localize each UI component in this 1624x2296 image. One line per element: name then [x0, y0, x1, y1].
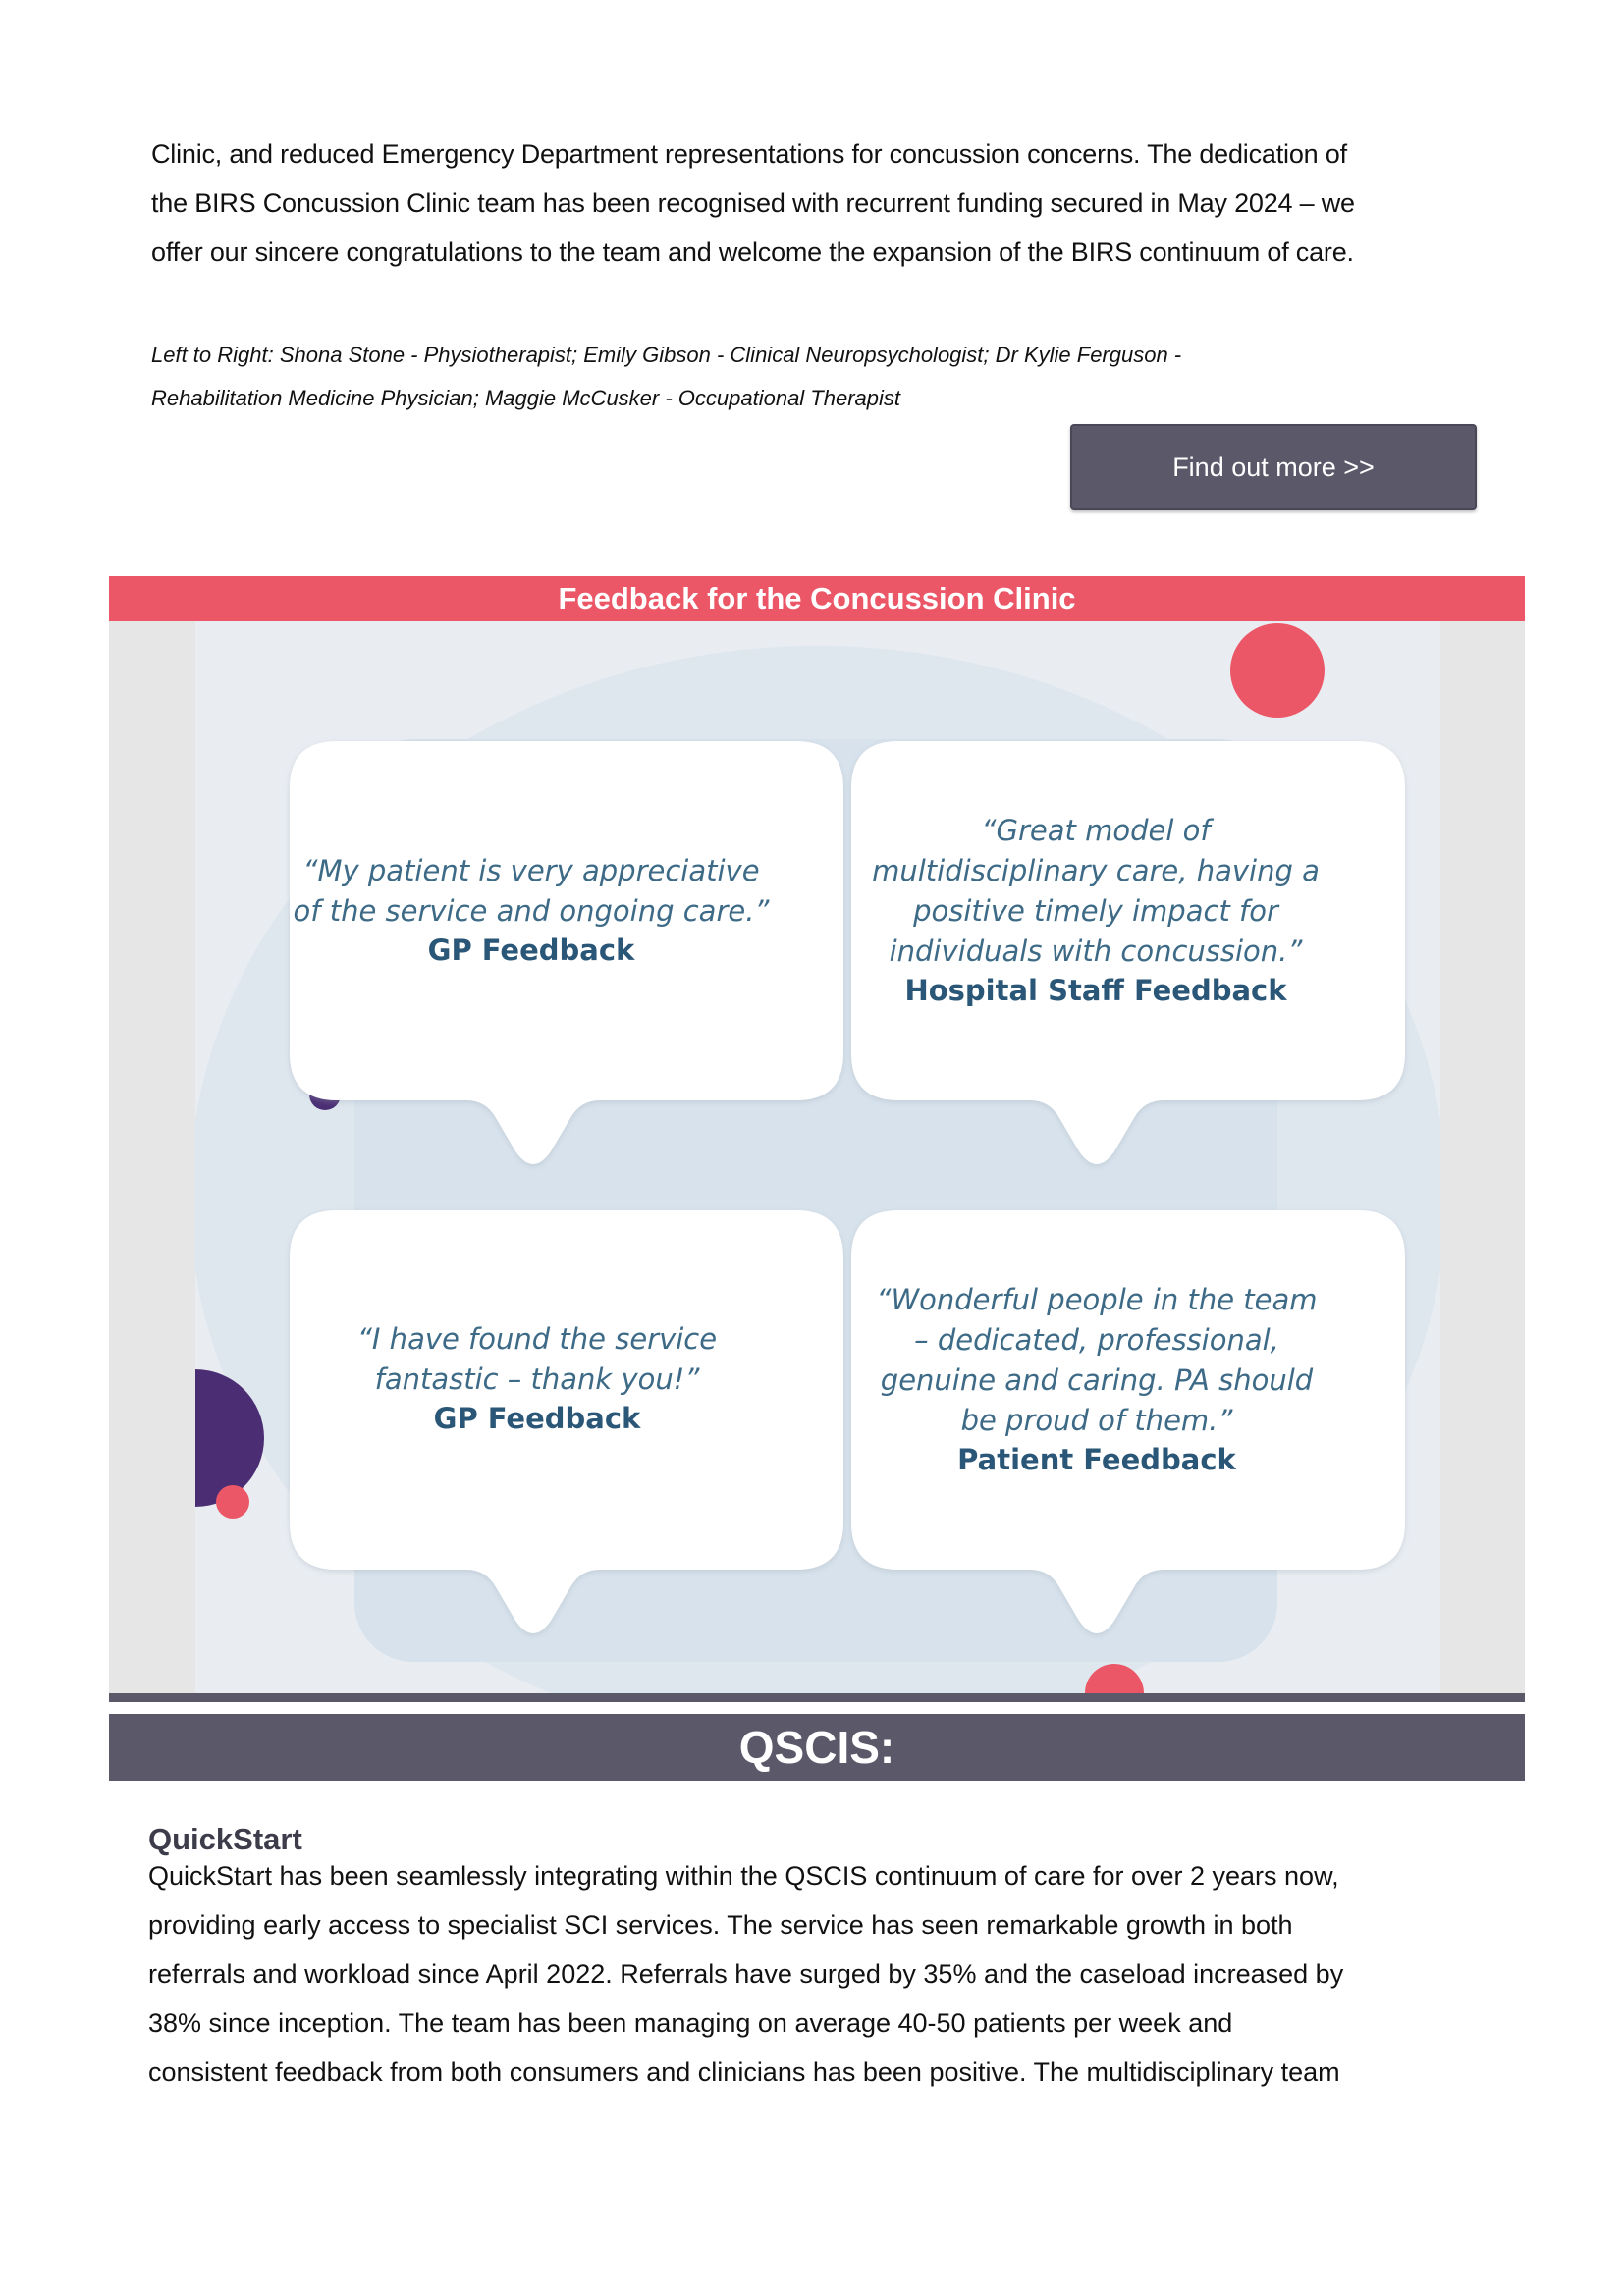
art-margin-left: [109, 621, 195, 1693]
decor-red-small-dot: [216, 1485, 249, 1519]
intro-line: offer our sincere congratulations to the team and welcome the expansion of the BIRS continuum of care.: [151, 238, 1354, 267]
bubble-quote-line: – dedicated, professional,: [914, 1323, 1279, 1357]
bubble-source: GP Feedback: [433, 1402, 641, 1435]
bubble-quote-line: individuals with concussion.”: [889, 934, 1303, 968]
quickstart-line: consistent feedback from both consumers and clinicians has been positive. The multidisciplinary team: [148, 2057, 1340, 2087]
intro-line: the BIRS Concussion Clinic team has been recognised with recurrent funding secured in May 2024 – we: [151, 188, 1355, 218]
section-divider: [109, 1693, 1525, 1702]
bubble-source: Hospital Staff Feedback: [904, 974, 1287, 1007]
intro-line: Clinic, and reduced Emergency Department representations for concussion concerns. The dedication of: [151, 139, 1347, 169]
bubble-source: Patient Feedback: [957, 1443, 1236, 1476]
bubble-quote-line: positive timely impact for: [913, 894, 1278, 928]
bubble-quote-line: of the service and ongoing care.”: [293, 894, 770, 928]
caption-line: Rehabilitation Medicine Physician; Maggie McCusker - Occupational Therapist: [151, 386, 901, 410]
qscis-banner: QSCIS:: [109, 1714, 1525, 1781]
photo-caption: [151, 334, 1379, 420]
find-out-more-button[interactable]: Find out more >>: [1070, 424, 1477, 510]
quickstart-line: referrals and workload since April 2022. Referrals have surged by 35% and the caseload increased by: [148, 1959, 1344, 1989]
quickstart-line: providing early access to specialist SCI services. The service has seen remarkable growth in both: [148, 1910, 1293, 1940]
bubble-quote-line: multidisciplinary care, having a: [872, 854, 1320, 887]
intro-paragraph: [151, 130, 1487, 277]
quickstart-heading: QuickStart: [148, 1822, 302, 1856]
bubble-source: GP Feedback: [427, 934, 635, 967]
bubble-quote-line: “My patient is very appreciative: [302, 854, 760, 887]
art-margin-right: [1440, 621, 1525, 1693]
decor-red-dot: [1230, 623, 1325, 718]
feedback-header: Feedback for the Concussion Clinic: [109, 576, 1525, 621]
quickstart-line: 38% since inception. The team has been managing on average 40-50 patients per week and: [148, 2008, 1233, 2038]
bubble-quote-line: genuine and caring. PA should: [880, 1363, 1314, 1397]
bubble-quote-line: “Great model of: [981, 814, 1211, 847]
caption-line: Left to Right: Shona Stone - Physiotherapist; Emily Gibson - Clinical Neuropsychologist; Dr Kylie Ferguson -: [151, 343, 1182, 367]
bubble-quote-line: be proud of them.”: [960, 1404, 1233, 1437]
bubble-quote-line: fantastic – thank you!”: [374, 1362, 700, 1396]
bubble-quote-line: “Wonderful people in the team: [876, 1283, 1318, 1316]
bubble-quote-line: “I have found the service: [356, 1322, 718, 1356]
quickstart-paragraph: [148, 1851, 1493, 2097]
quickstart-line: QuickStart has been seamlessly integrating within the QSCIS continuum of care for over 2 years now,: [148, 1861, 1339, 1891]
feedback-section: [109, 576, 1525, 1703]
feedback-graphic: [109, 621, 1525, 1693]
